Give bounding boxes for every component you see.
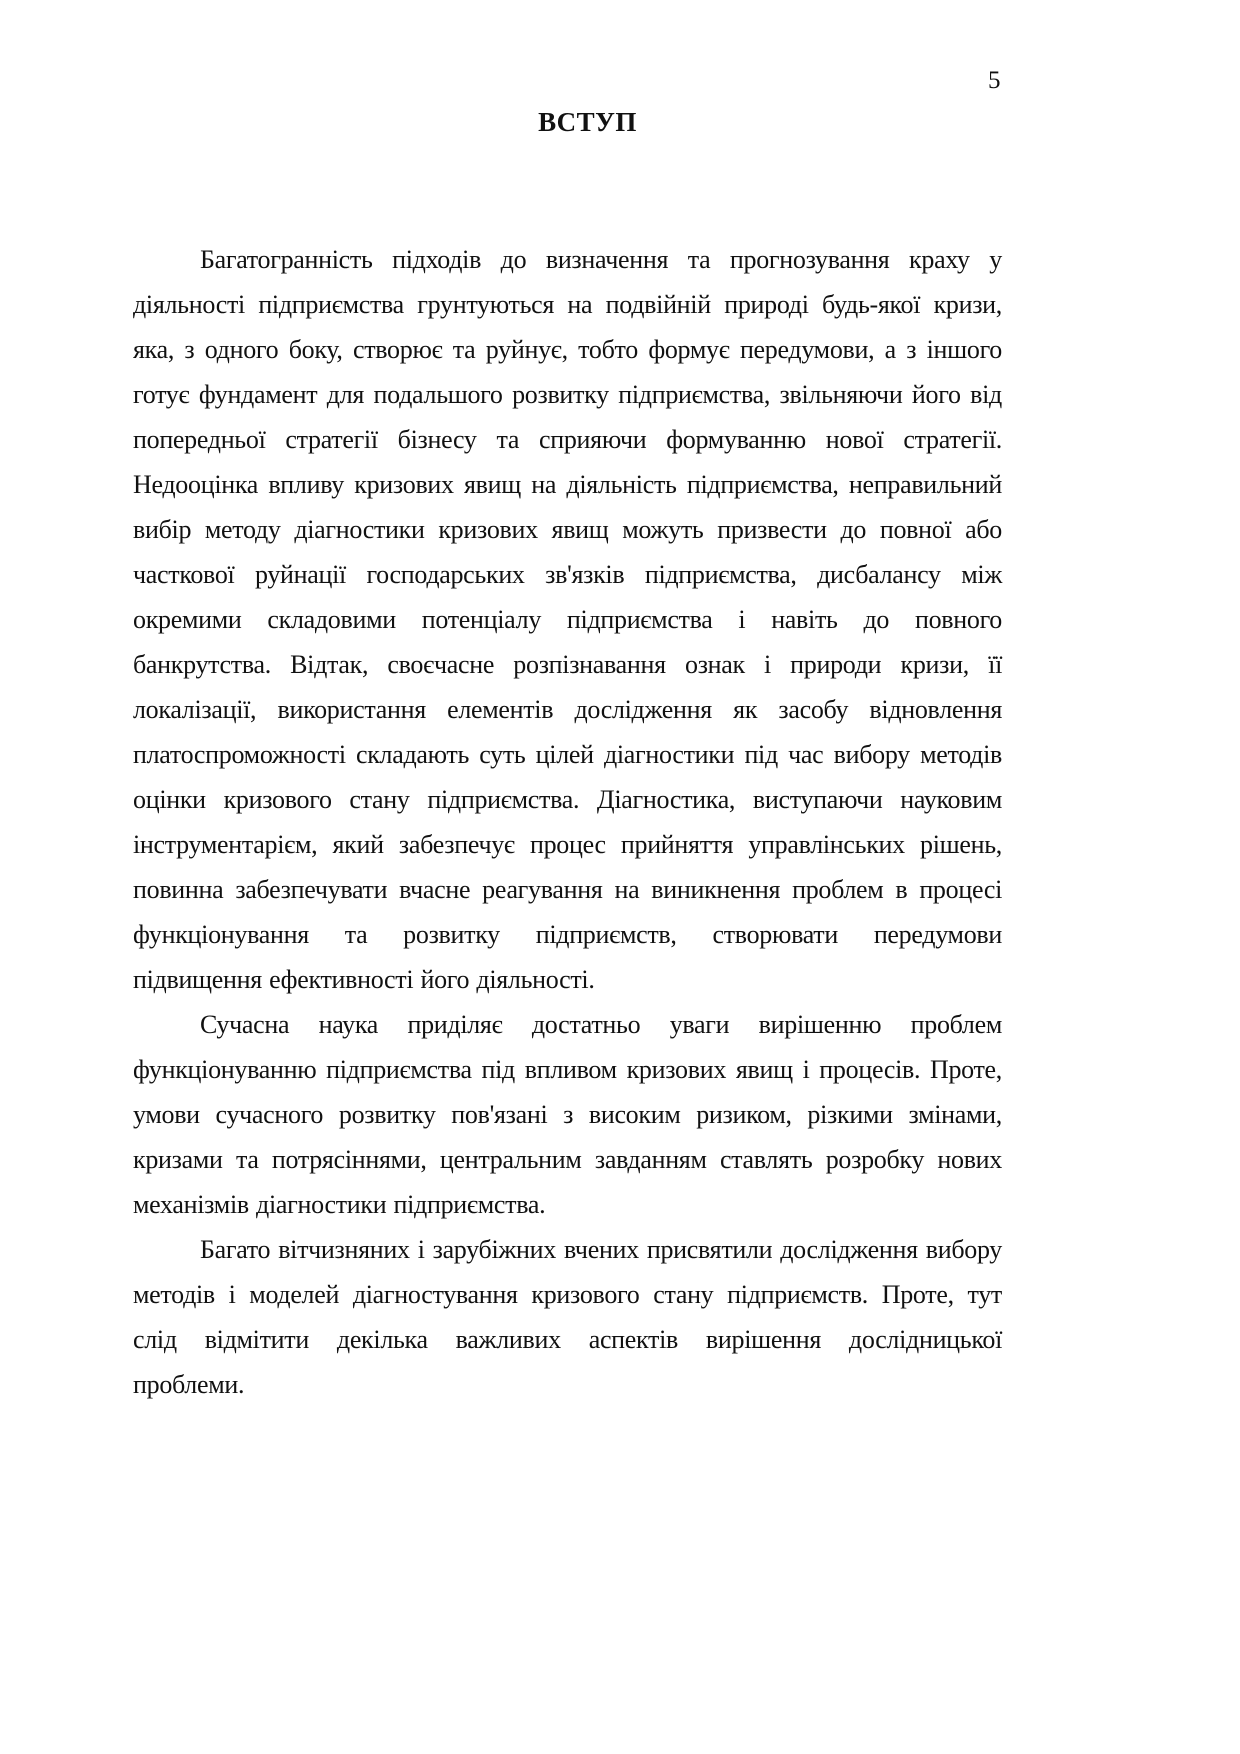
paragraph-2 xyxy=(133,1002,1002,1227)
text-line: локалізації, використання елементів дослідження як засобу відновлення xyxy=(133,695,1002,724)
text-line: підвищення ефективності його діяльності. xyxy=(133,965,595,994)
text-line: попередньої стратегії бізнесу та сприяючи формуванню нової стратегії. xyxy=(133,425,1002,454)
text-line: Багатогранність підходів до визначення та прогнозування краху у xyxy=(200,245,1002,274)
text-line: слід відмітити декілька важливих аспектів вирішення дослідницької xyxy=(133,1325,1002,1354)
text-line: кризами та потрясіннями, центральним завданням ставлять розробку нових xyxy=(133,1145,1002,1174)
text-line: механізмів діагностики підприємства. xyxy=(133,1190,546,1219)
text-line: діяльності підприємства грунтуються на подвійній природі будь-якої кризи, xyxy=(133,290,1002,319)
text-line: повинна забезпечувати вчасне реагування на виникнення проблем в процесі xyxy=(133,875,1002,904)
text-line: готує фундамент для подальшого розвитку підприємства, звільняючи його від xyxy=(133,380,1002,409)
text-line: вибір методу діагностики кризових явищ можуть призвести до повної або xyxy=(133,515,1002,544)
page-title: ВСТУП xyxy=(538,107,637,137)
text-line: функціонування та розвитку підприємств, створювати передумови xyxy=(133,920,1002,949)
text-line: оцінки кризового стану підприємства. Діагностика, виступаючи науковим xyxy=(133,785,1002,814)
text-line: інструментарієм, який забезпечує процес прийняття управлінських рішень, xyxy=(133,830,1002,859)
text-line: банкрутства. Відтак, своєчасне розпізнавання ознак і природи кризи, її xyxy=(133,650,1002,679)
text-line: платоспроможності складають суть цілей діагностики під час вибору методів xyxy=(133,740,1002,769)
text-line: Недооцінка впливу кризових явищ на діяльність підприємства, неправильний xyxy=(133,470,1002,499)
text-line: методів і моделей діагностування кризового стану підприємств. Проте, тут xyxy=(133,1280,1002,1309)
page-number: 5 xyxy=(988,67,1001,94)
text-line: проблеми. xyxy=(133,1370,245,1399)
text-line: окремими складовими потенціалу підприємства і навіть до повного xyxy=(133,605,1002,634)
text-line: функціонуванню підприємства під впливом кризових явищ і процесів. Проте, xyxy=(133,1055,1002,1084)
text-line: часткової руйнації господарських зв'язків підприємства, дисбалансу між xyxy=(133,560,1002,589)
text-line: яка, з одного боку, створює та руйнує, тобто формує передумови, а з іншого xyxy=(133,335,1002,364)
text-line: умови сучасного розвитку пов'язані з високим ризиком, різкими змінами, xyxy=(133,1100,1002,1129)
body-text xyxy=(133,237,1002,1407)
text-line: Багато вітчизняних і зарубіжних вчених присвятили дослідження вибору xyxy=(200,1235,1002,1264)
paragraph-1 xyxy=(133,237,1002,1002)
text-line: Сучасна наука приділяє достатньо уваги вирішенню проблем xyxy=(200,1010,1002,1039)
paragraph-3 xyxy=(133,1227,1002,1407)
